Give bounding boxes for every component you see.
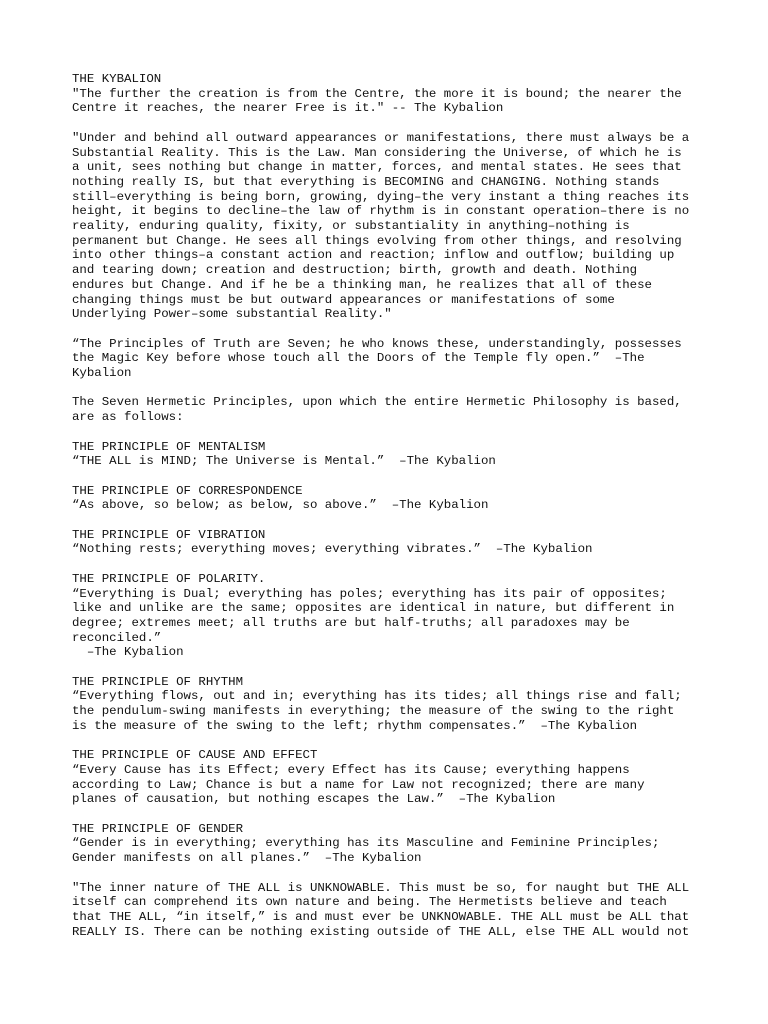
text-line: “Nothing rests; everything moves; everything vibrates.” –The Kybalion (72, 542, 593, 557)
text-line: changing things must be but outward appearances or manifestations of some (72, 292, 615, 307)
text-line: "Under and behind all outward appearances or manifestations, there must always be a (72, 130, 690, 145)
text-line: “Everything flows, out and in; everything has its tides; all things rise and fall; (72, 689, 682, 704)
paragraph (72, 484, 712, 513)
paragraph (72, 337, 712, 381)
paragraph (72, 822, 712, 866)
text-line: THE PRINCIPLE OF MENTALISM (72, 439, 266, 454)
text-line: Kybalion (72, 366, 132, 381)
text-line: The Seven Hermetic Principles, upon which the entire Hermetic Philosophy is based, (72, 395, 682, 410)
text-line: planes of causation, but nothing escapes the Law.” –The Kybalion (72, 792, 556, 807)
text-line: the Magic Key before whose touch all the Doors of the Temple fly open.” –The (72, 351, 645, 366)
text-line: are as follows: (72, 410, 184, 425)
text-line: a unit, sees nothing but change in matter, forces, and mental states. He sees that (72, 160, 682, 175)
text-line: THE PRINCIPLE OF VIBRATION (72, 527, 266, 542)
text-line: endures but Change. And if he be a thinking man, he realizes that all of these (72, 277, 652, 292)
text-line: Substantial Reality. This is the Law. Man considering the Universe, of which he is (72, 145, 682, 160)
text-line: THE PRINCIPLE OF RHYTHM (72, 674, 244, 689)
text-line: THE PRINCIPLE OF GENDER (72, 821, 244, 836)
text-line: reality, enduring quality, fixity, or substantiality in anything–nothing is (72, 219, 630, 234)
text-line: “Every Cause has its Effect; every Effect has its Cause; everything happens (72, 762, 630, 777)
text-line: that THE ALL, “in itself,” is and must ever be UNKNOWABLE. THE ALL must be ALL that (72, 909, 690, 924)
text-line: nothing really IS, but that everything is BECOMING and CHANGING. Nothing stands (72, 174, 660, 189)
text-line: Centre it reaches, the nearer Free is it." -- The Kybalion (72, 101, 504, 116)
text-line: “Everything is Dual; everything has poles; everything has its pair of opposites; (72, 586, 667, 601)
text-line: "The further the creation is from the Centre, the more it is bound; the nearer the (72, 86, 682, 101)
text-line: –The Kybalion (72, 645, 184, 660)
text-line: permanent but Change. He sees all things evolving from other things, and resolving (72, 233, 682, 248)
text-line: into other things–a constant action and reaction; inflow and outflow; building up (72, 248, 675, 263)
text-line: Gender manifests on all planes.” –The Kybalion (72, 851, 422, 866)
text-line: according to Law; Chance is but a name for Law not recognized; there are many (72, 777, 645, 792)
text-line: the pendulum-swing manifests in everything; the measure of the swing to the right (72, 704, 675, 719)
text-line: reconciled.” (72, 630, 162, 645)
text-line: “The Principles of Truth are Seven; he who knows these, understandingly, possesses (72, 336, 682, 351)
paragraph (72, 675, 712, 734)
text-line: THE PRINCIPLE OF CORRESPONDENCE (72, 483, 303, 498)
text-line: Underlying Power–some substantial Reality." (72, 307, 392, 322)
document-page (72, 72, 712, 954)
text-line: is the measure of the swing to the left; rhythm compensates.” –The Kybalion (72, 718, 638, 733)
text-line: “THE ALL is MIND; The Universe is Mental.” –The Kybalion (72, 454, 496, 469)
paragraph (72, 440, 712, 469)
paragraph (72, 748, 712, 807)
text-line: REALLY IS. There can be nothing existing outside of THE ALL, else THE ALL would not (72, 924, 690, 939)
text-line: and tearing down; creation and destruction; birth, growth and death. Nothing (72, 263, 638, 278)
text-line: itself can comprehend its own nature and being. The Hermetists believe and teach (72, 895, 667, 910)
text-line: “As above, so below; as below, so above.” –The Kybalion (72, 498, 489, 513)
text-line: still–everything is being born, growing, dying–the very instant a thing reaches its (72, 189, 690, 204)
text-line: degree; extremes meet; all truths are but half-truths; all paradoxes may be (72, 615, 630, 630)
text-line: THE KYBALION (72, 72, 162, 86)
text-line: height, it begins to decline–the law of rhythm is in constant operation–there is no (72, 204, 690, 219)
paragraph (72, 131, 712, 322)
text-line: THE PRINCIPLE OF CAUSE AND EFFECT (72, 748, 318, 763)
paragraph (72, 572, 712, 660)
paragraph (72, 72, 712, 116)
paragraph (72, 395, 712, 424)
text-line: "The inner nature of THE ALL is UNKNOWABLE. This must be so, for naught but THE ALL (72, 880, 690, 895)
text-line: like and unlike are the same; opposites are identical in nature, but different in (72, 601, 675, 616)
paragraph (72, 881, 712, 940)
paragraph (72, 528, 712, 557)
text-line: “Gender is in everything; everything has its Masculine and Feminine Principles; (72, 836, 660, 851)
text-line: THE PRINCIPLE OF POLARITY. (72, 571, 266, 586)
